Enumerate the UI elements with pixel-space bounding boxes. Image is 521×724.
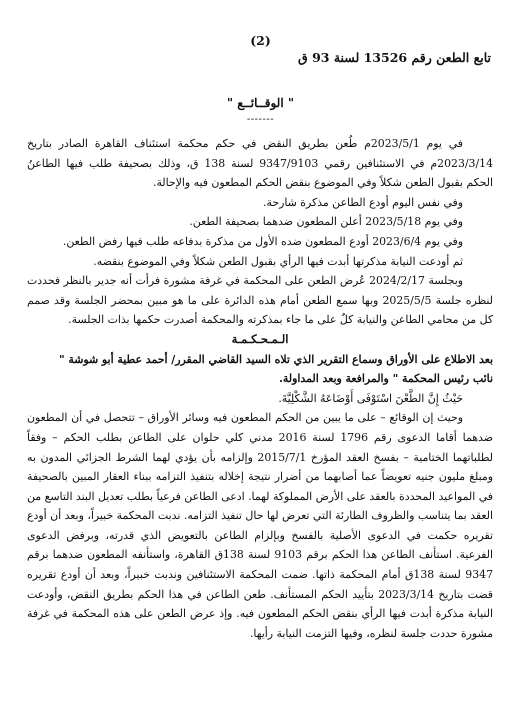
facts-section [27,134,493,643]
facts-title: " الوقــائــع " [226,96,295,110]
facts-paragraph: ثم أودعت النيابة مذكرتها أبدت فيها الرأي بقبول الطعن شكلاً وفي الموضوع بنقضه. [93,254,463,268]
court-intro-continued: نائب رئيس المحكمة " والمرافعة وبعد المداولة. [279,372,493,386]
page-number: (2) [250,33,271,48]
case-header: تابع الطعن رقم 13526 لسنة 93 ق [298,50,491,65]
case-facts-paragraph: وحيث إن الوقائع – على ما يبين من الحكم المطعون فيه وسائر الأوراق – تتحصل في أن المطعون ضدهما أقاما الدعوى رقم 1796 لسنة 2016 مدني كلي حلوان على الطاعن بطلب الحكم – وفقاً لطلباتهما الختامية – بفسخ العقد المؤرخ 2015/7/1 وإلزامه بأن يؤدي لهما الشرط الجزائي المدون به ومبلغ مليون جنيه تعويضاً عما أصابهما من أضرار نتيجة إخلاله بتنفيذ التزامه ببناء العقار المبين بالصحيفة في المواعيد المحددة بالعقد على الأرض المملوكة لهما. ادعى الطاعن فرعياً بطلب تعديل البند التاسع من العقد بما يتناسب والظروف الطارئة التي تعرض لها حال تنفيذ التزامه. ندبت المحكمة خبيراً، وبعد أن أودع تقريره حكمت في الدعوى الأصلية بالفسخ وبإلزام الطاعن بالتعويض الذي قدرته، وبرفض الدعوى الفرعية. استأنف الطاعن هذا الحكم برقم 9103 لسنة 138ق القاهرة، واستأنفه المطعون ضدهما برقم 9347 لسنة 138ق أمام المحكمة ذاتها. ضمت المحكمة الاستئنافين وندبت خبيراً، وبعد أن أودع تقريره قضت بتاريخ 2023/3/14 بتأييد الحكم المستأنف. طعن الطاعن في هذا الحكم بطريق النقض، وأودعت النيابة مذكرة أبدت فيها الرأي بنقض الحكم المطعون فيه. وإذ عرض الطعن على هذه المحكمة في غرفة مشورة حددت جلسة لنظره، وفيها التزمت النيابة رأيها. [27,411,494,640]
facts-paragraph: في يوم 2023/5/1م طُعن بطريق النقض في حكم محكمة استئناف القاهرة الصادر بتاريخ 2023/3/14م في الاستئنافين رقمي 9347/9103 لسنة 138 ق، وذلك بصحيفة طلب فيها الطاعنُ الحكم بقبول الطعن شكلاً وفي الموضوع بنقض الحكم المطعون فيه والإحالة. [27,137,493,190]
facts-rule: ------- [246,114,275,125]
facts-paragraph: وفي يوم 2023/5/18 أعلن المطعون ضدهما بصحيفة الطعن. [189,215,463,229]
formal-acceptance: حَيْثُ إِنَّ الطَّعْنَ اسْتَوْفَى أَوْضَاعَهُ الشَّكْلِيَّةَ. [278,391,463,405]
facts-paragraph: وفي يوم 2023/6/4 أودع المطعون ضده الأول من مذكرة بدفاعه طلب فيها رفض الطعن. [62,234,463,248]
court-intro: بعد الاطلاع على الأوراق وسماع التقرير الذي تلاه السيد القاضي المقرر/ أحمد عطية أبو شوشة " [58,352,493,366]
court-title: الـمـحـكـمـة [231,331,289,346]
facts-paragraph: وبجلسة 2024/2/17 عُرض الطعن على المحكمة في غرفة مشورة فرأت أنه جدير بالنظر فحددت لنظره جلسة 2025/5/5 وبها سمع الطعن أمام هذه الدائرة على ما هو مبين بمحضر الجلسة وقد صمم كل من محامي الطاعن والنيابة كلٌ على ما جاء بمذكرته والمحكمة أصدرت حكمها بذات الجلسة. [27,274,493,327]
facts-paragraph: وفي نفس اليوم أودع الطاعن مذكرة شارحة. [263,195,463,209]
